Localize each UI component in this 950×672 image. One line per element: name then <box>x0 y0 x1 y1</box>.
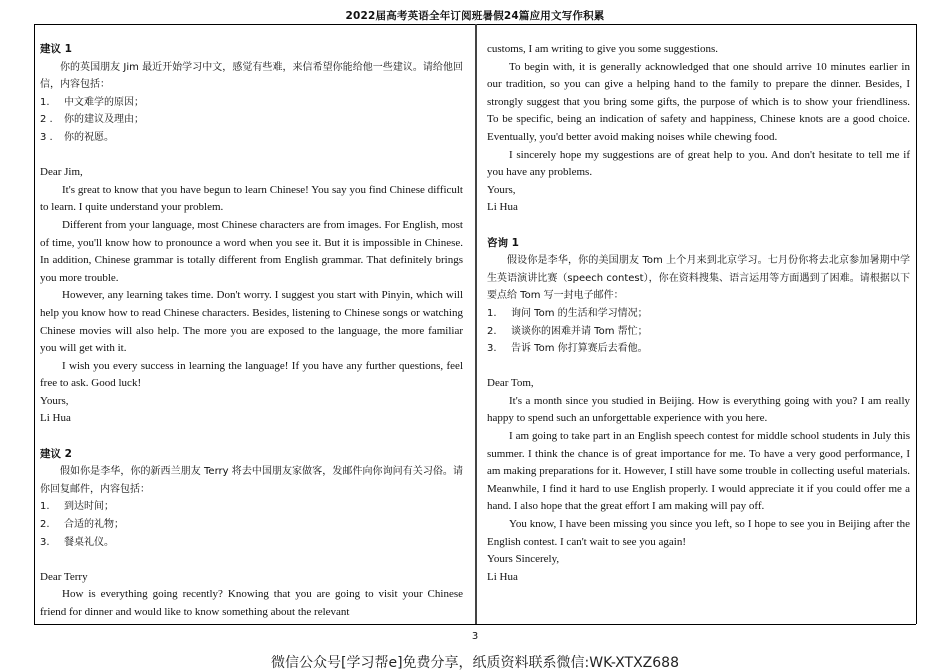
task-text: 谈谈你的困难并请 Tom 帮忙； <box>511 325 648 337</box>
task-number: 2 . <box>40 114 53 126</box>
right-column <box>487 41 910 586</box>
task-text: 餐桌礼仪。 <box>64 536 114 548</box>
task-number: 3. <box>487 343 497 355</box>
letter-paragraph: You know, I have been missing you since you left, so I hope to see you in Beijing after the English contest. I can't wait to see you again! <box>487 518 910 548</box>
letter-continuation: customs, I am writing to give you some suggestions. <box>487 43 718 55</box>
task-text: 中文难学的原因； <box>64 96 144 108</box>
task-item <box>40 129 463 147</box>
task-item <box>40 516 463 534</box>
task-number: 1. <box>40 501 50 513</box>
spacer <box>487 358 910 376</box>
letter-signature: Li Hua <box>40 412 71 425</box>
task-prompt: 假如你是李华，你的新西兰朋友 Terry 将去中国朋友家做客，发邮件向你询问有关习俗。请你回复邮件，内容包括： <box>40 466 463 495</box>
task-item <box>40 534 463 552</box>
page-number: 3 <box>471 631 479 642</box>
letter-signature: Li Hua <box>487 201 518 214</box>
letter-greeting: Dear Jim, <box>40 166 83 179</box>
section-title: 建议 1 <box>40 43 72 55</box>
task-item <box>487 305 910 323</box>
letter-paragraph: It's great to know that you have begun to learn Chinese! You say you find Chinese difficult to learn. I quite understand your problem. <box>40 183 463 214</box>
task-text: 告诉 Tom 你打算赛后去看他。 <box>511 343 648 355</box>
letter-paragraph: I sincerely hope my suggestions are of great help to you. And don't hesitate to tell me if you have any problems. <box>487 148 910 179</box>
task-prompt: 你的英国朋友 Jim 最近开始学习中文，感觉有些难，来信希望你能给他一些建议。请给他回信，内容包括： <box>40 61 463 91</box>
letter-paragraph: I wish you every success in learning the language! If you have any further questions, feel free to ask. Good luck! <box>40 359 463 390</box>
letter-paragraph: Different from your language, most Chinese characters are from images. For English, most of time, you'll know how to pronounce a word when you see it. But it is impossible in Chinese. In addition, Chinese grammar is totally different from English grammar. That definitely brings you more trouble. <box>40 218 463 284</box>
task-text: 你的建议及理由； <box>64 114 144 126</box>
section-title: 咨询 1 <box>487 236 519 249</box>
task-number: 3. <box>40 536 50 548</box>
task-item <box>40 498 463 516</box>
letter-closing: Yours Sincerely, <box>487 553 560 566</box>
letter-closing: Yours, <box>487 183 516 196</box>
letter-closing: Yours, <box>40 394 69 407</box>
spacer <box>487 217 910 235</box>
letter-paragraph: How is everything going recently? Knowing that you are going to visit your Chinese friend for dinner and would like to know something about the relevant <box>40 588 463 618</box>
spacer <box>40 428 463 446</box>
task-number: 1. <box>487 307 497 319</box>
column-divider <box>475 24 477 624</box>
task-item <box>40 111 463 129</box>
task-number: 1. <box>40 96 50 108</box>
left-border <box>34 24 35 624</box>
page-header: 2022届高考英语全年订阅班暑假24篇应用文写作积累 <box>345 10 605 22</box>
letter-paragraph: However, any learning takes time. Don't worry. I suggest you start with Pinyin, which will help you know how to read Chinese characters. Besides, listening to Chinese songs or watching Chinese movies will also help. The more you are exposed to the language, the more familiar you will get with it. <box>40 289 463 355</box>
letter-paragraph: It's a month since you studied in Beijing. How is everything going with you? I am really happy to spend such an unforgettable experience with you here. <box>487 394 910 425</box>
section-title: 建议 2 <box>40 447 72 460</box>
footer-watermark-text: 微信公众号[学习帮e]免费分享，纸质资料联系微信:WK-XTXZ688 <box>271 655 679 671</box>
right-border <box>916 24 917 624</box>
letter-greeting: Dear Terry <box>40 570 88 583</box>
task-item <box>40 94 463 112</box>
letter-paragraph: I am going to take part in an English speech contest for middle school students in July this summer. I think the chance is of great importance for me. To have a very good performance, I am making preparations for it. However, I still have some trouble in collecting useful materials. Meanwhile, I find it hard to use English properly. I would appreciate it if you could offer me a hand. I also hope that the great effort I am making will pay off. <box>487 430 910 513</box>
task-number: 2. <box>487 325 497 337</box>
task-text: 询问 Tom 的生活和学习情况； <box>511 307 648 319</box>
letter-greeting: Dear Tom, <box>487 377 534 390</box>
task-text: 到达时间； <box>64 501 114 513</box>
task-prompt: 假设你是李华，你的美国朋友 Tom 上个月来到北京学习。七月份你将去北京参加暑期中学生英语演讲比赛（speech contest），你在资料搜集、语言运用等方面遇到了困难。请根据以下要点给 Tom 写一封电子邮件： <box>487 255 910 302</box>
task-number: 3 . <box>40 131 53 143</box>
task-number: 2. <box>40 519 50 531</box>
task-text: 你的祝愿。 <box>64 131 114 143</box>
footer-rule <box>34 624 916 625</box>
task-text: 合适的礼物； <box>64 519 124 531</box>
spacer <box>40 551 463 569</box>
task-item <box>487 323 910 341</box>
left-column <box>40 41 463 622</box>
letter-signature: Li Hua <box>487 570 518 583</box>
task-item <box>487 340 910 358</box>
spacer <box>40 147 463 165</box>
letter-paragraph: To begin with, it is generally acknowledged that one should arrive 10 minutes earlier in our tradition, so you can give a helping hand to the family to prepare the dinner. Besides, I strongly suggest that you bring some gifts, the purpose of which is to show your friendliness. To be specific, being an indication of safety and happiness, Chinese knots are a good choice. Eventually, you'd better avoid making noises while chewing food. <box>487 60 910 143</box>
